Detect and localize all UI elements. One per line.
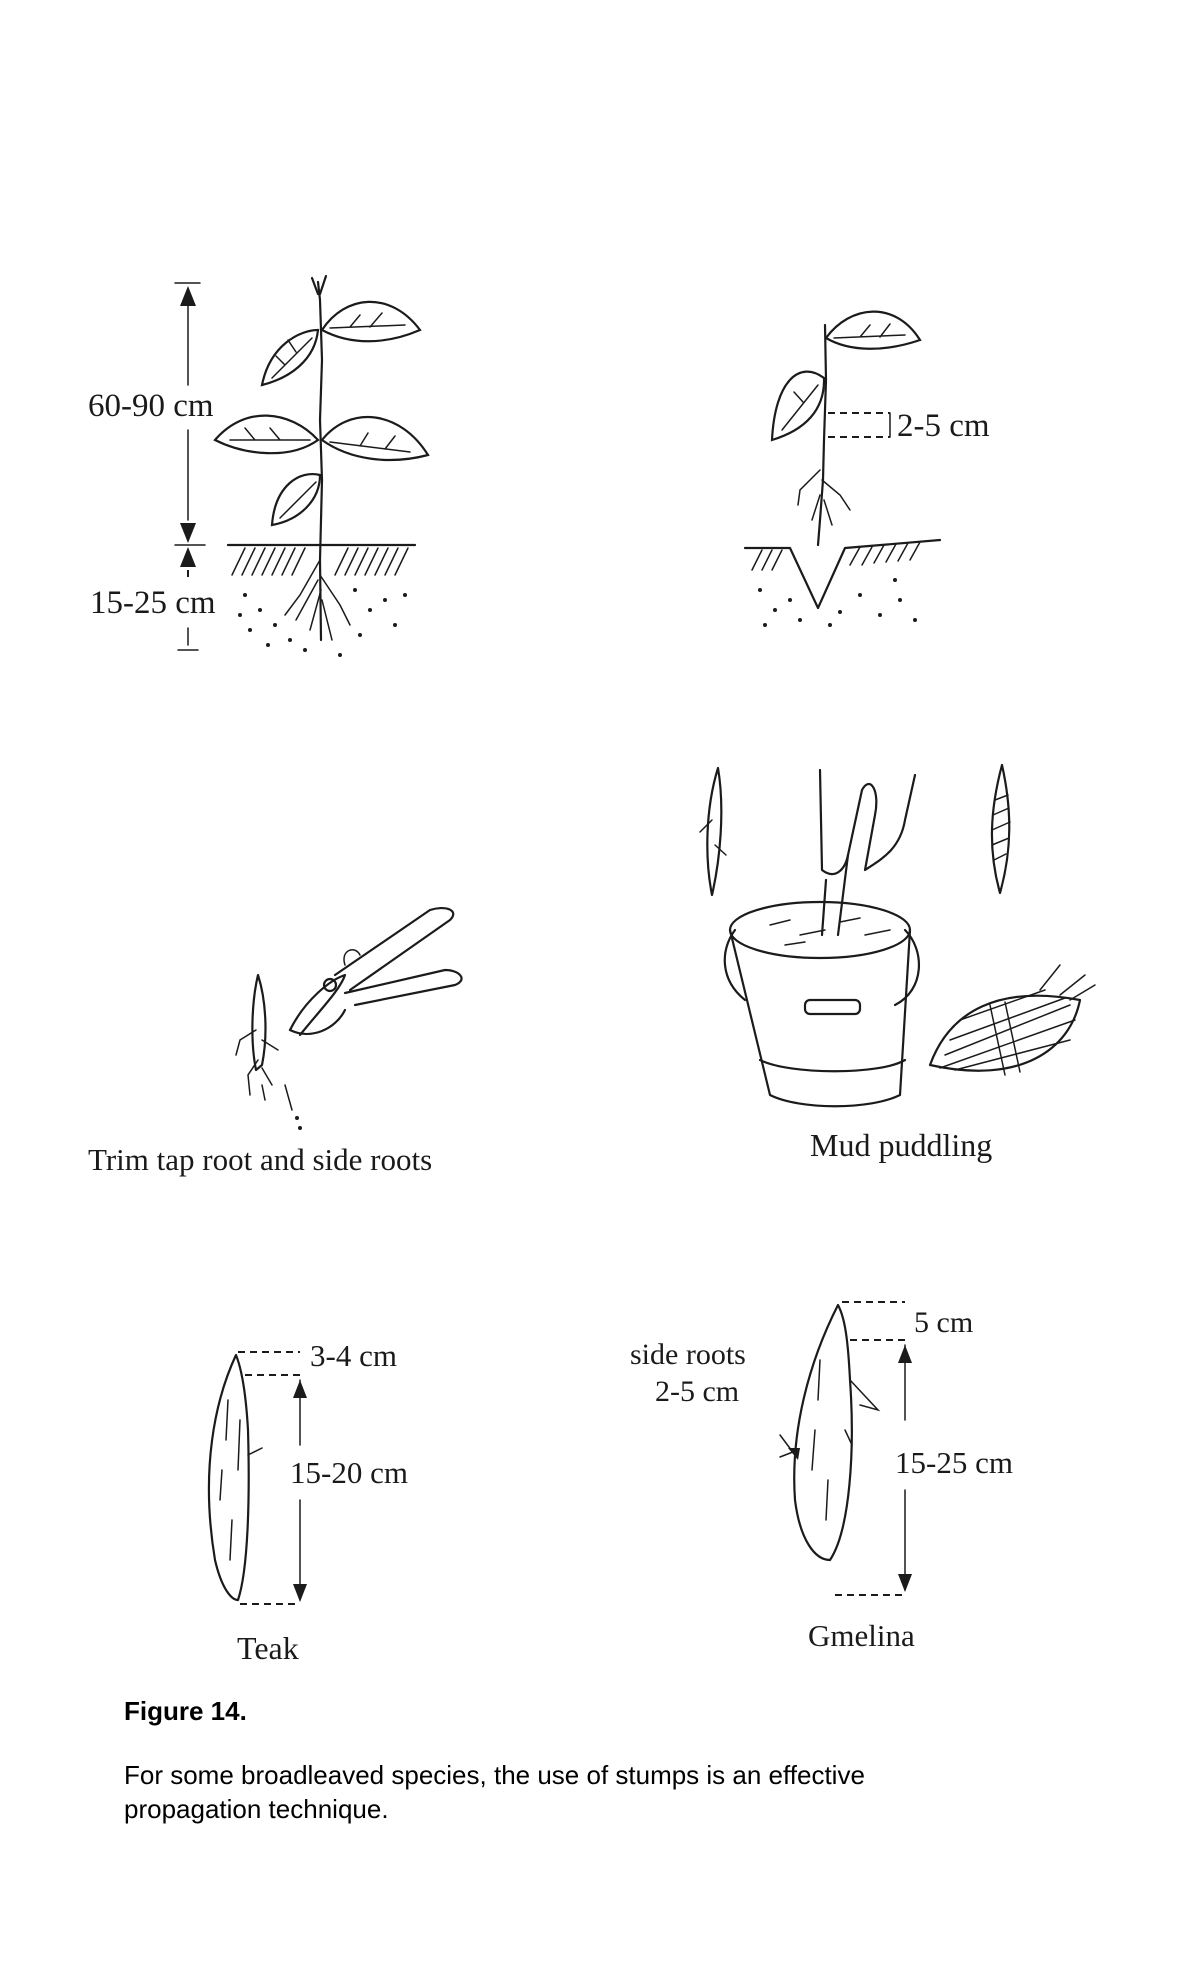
trim-roots-caption: Trim tap root and side roots	[88, 1142, 433, 1177]
gmelina-top-label: 5 cm	[914, 1306, 974, 1339]
gmelina-length-label: 15-25 cm	[895, 1445, 1013, 1480]
figure-caption: For some broadleaved species, the use of stumps is an effective propagation technique.	[124, 1760, 865, 1824]
gmelina-side-roots-length-label: 2-5 cm	[655, 1375, 740, 1408]
mud-puddling-illustration	[700, 765, 1095, 1106]
cut-stem-illustration	[745, 312, 940, 627]
teak-top-label: 3-4 cm	[310, 1338, 397, 1373]
teak-name-label: Teak	[237, 1630, 299, 1666]
cut-height-label: 2-5 cm	[897, 408, 990, 444]
gmelina-side-roots-label: side roots	[630, 1338, 746, 1371]
gmelina-stump-illustration	[780, 1302, 912, 1595]
seedling-height-label: 60-90 cm	[88, 388, 214, 424]
mud-puddling-caption: Mud puddling	[810, 1127, 993, 1163]
trim-roots-illustration	[236, 908, 462, 1130]
gmelina-name-label: Gmelina	[808, 1618, 915, 1653]
figure-label: Figure 14.	[124, 1696, 247, 1726]
teak-length-label: 15-20 cm	[290, 1455, 408, 1490]
seedling-root-length-label: 15-25 cm	[90, 585, 216, 621]
